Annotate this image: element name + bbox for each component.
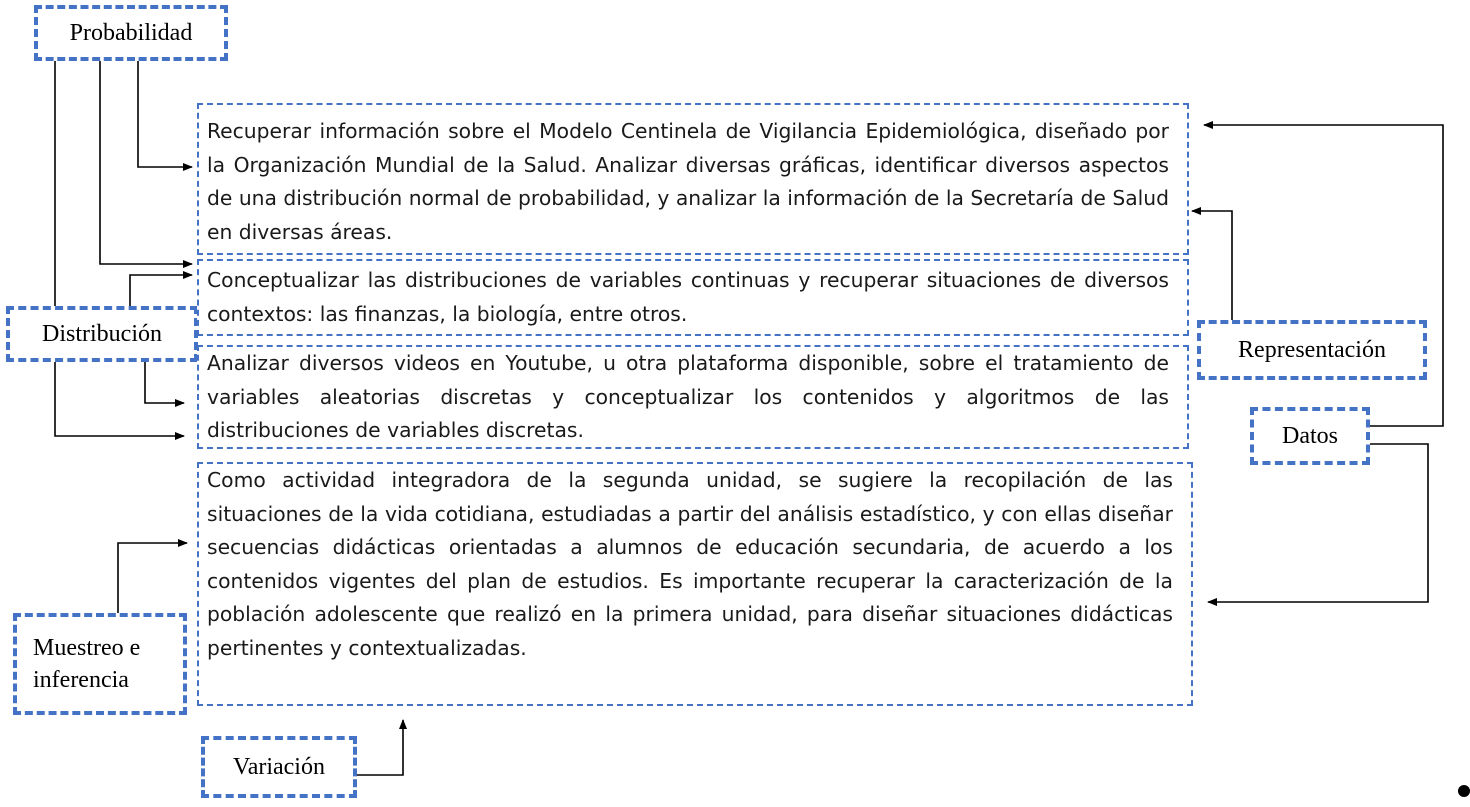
arrow-probabilidad-to-activity-1 (138, 60, 192, 167)
label-variacion: Variación (201, 736, 357, 798)
label-distribucion: Distribución (6, 306, 198, 362)
arrow-representacion-to-activity-1 (1192, 211, 1232, 322)
activity-box-4: Como actividad integradora de la segunda unidad, se sugiere la recopilación de las situaciones de la vida cotidiana, estudiadas a partir del análisis estadístico, y con ellas diseñar secuencias didácticas orientadas a alumnos de educación secundaria, de acuerdo a los contenidos vigentes del plan de estudios. Es importante recuperar la caracterización de la población adolescente que realizó en la primera unidad, para diseñar situaciones didácticas pertinentes y contextualizadas. (197, 462, 1193, 706)
activity-box-1: Recuperar información sobre el Modelo Centinela de Vigilancia Epidemiológica, diseñado por la Organización Mundial de la Salud. Analizar diversas gráficas, identificar diversos aspectos de una distribución normal de probabilidad, y analizar la información de la Secretaría de Salud en diversas áreas. (197, 103, 1189, 255)
activity-box-2: Conceptualizar las distribuciones de variables continuas y recuperar situaciones de diversos contextos: las finanzas, la biología, entre otros. (197, 259, 1189, 336)
arrow-datos-to-activity-1 (1204, 125, 1443, 426)
arrow-distribucion-to-activity-3a (145, 360, 184, 403)
arrow-muestreo-to-activity-4 (118, 543, 187, 615)
arrow-datos-to-activity-4 (1208, 444, 1428, 602)
arrow-distribucion-to-activity-2 (130, 275, 192, 306)
label-representacion: Representación (1197, 320, 1427, 380)
arrow-distribucion-to-activity-3b (55, 360, 184, 436)
bullet-dot (1458, 785, 1470, 797)
arrow-probabilidad-to-activity-2 (100, 60, 192, 264)
label-datos: Datos (1250, 407, 1370, 465)
label-probabilidad: Probabilidad (34, 5, 228, 61)
label-muestreo-e-inferencia: Muestreo e inferencia (13, 613, 187, 715)
arrow-variacion-to-activity-4 (356, 720, 403, 775)
activity-box-3: Analizar diversos videos en Youtube, u otra plataforma disponible, sobre el tratamiento de variables aleatorias discretas y conceptualizar los contenidos y algoritmos de las distribuciones de variables discretas. (197, 345, 1189, 449)
